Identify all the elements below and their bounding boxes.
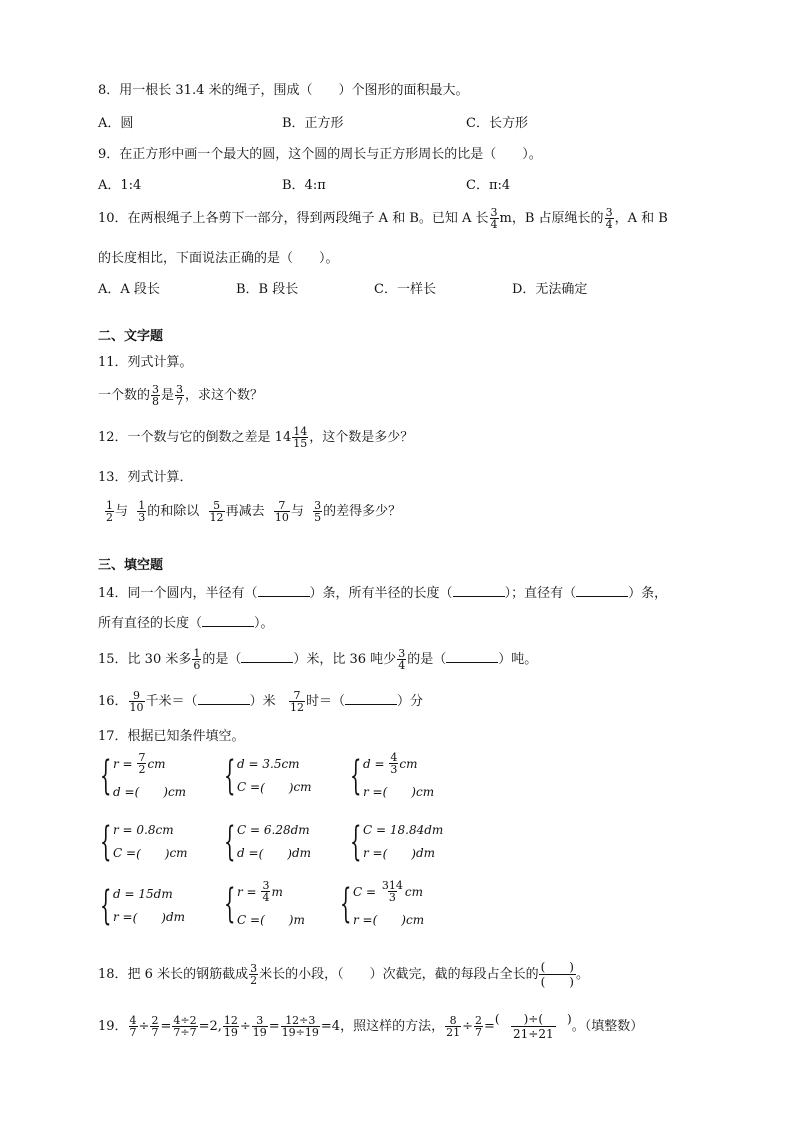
q8-option-b[interactable]: B．正方形 <box>282 116 344 131</box>
q11-stem: 一个数的 $\frac{3}{8}$ 是 $\frac{3}{7}$ ，求这个数？ <box>98 383 264 408</box>
q13-stem: $\frac{1}{2}$ 与 $\frac{1}{3}$ 的和除以 $\frac{5}{12}$ 再减去 $\frac{7}{10}$ 与 $\frac{3}{5}$ 的差得多少？ <box>106 499 402 524</box>
q10-option-b[interactable]: B．B 段长 <box>236 282 299 297</box>
q12-stem: 12．一个数与它的倒数之差是 14 $\frac{14}{15}$ ，这个数是多少？ <box>98 425 414 450</box>
q17-system-7: { d = 15dm r = ( ) dm <box>100 883 186 929</box>
q16-blank-2[interactable] <box>345 692 397 705</box>
q14-blank-2[interactable] <box>453 584 505 597</box>
q10-stem-line1: 10．在两根绳子上各剪下一部分，得到两段绳子 A 和 B。已知 A 长 $\frac{3}{4}$ m，B 占原绳长的 $\frac{3}{4}$ ，A 和 B <box>98 206 668 231</box>
q9-option-c[interactable]: C．π:4 <box>466 178 511 193</box>
q8-option-a[interactable]: A．圆 <box>98 116 134 131</box>
q10-option-c[interactable]: C．一样长 <box>374 282 436 297</box>
q15-blank-1[interactable] <box>241 650 293 663</box>
q14-blank-3[interactable] <box>576 584 628 597</box>
q14-line1: 14．同一个圆内，半径有（ ）条，所有半径的长度（ ）；直径有（ ）条， <box>98 586 668 601</box>
q10-stem-line2: 的长度相比，下面说法正确的是（ ）。 <box>98 251 339 266</box>
q10-option-d[interactable]: D．无法确定 <box>512 282 588 297</box>
q17-system-5: { C = 6.28dm d = ( ) dm <box>224 819 311 865</box>
q17-blank-3[interactable]: ( ) <box>382 785 416 799</box>
q10-option-a[interactable]: A．A 段长 <box>98 282 160 297</box>
q17-system-9: { C = $\frac{314}{3}$ cm r = ( ) cm <box>340 879 425 927</box>
q14-blank-4[interactable] <box>202 614 254 627</box>
q15-blank-2[interactable] <box>446 650 498 663</box>
q14-blank-1[interactable] <box>258 584 310 597</box>
q17-system-2: { d = 3.5cm C = ( ) cm <box>224 753 312 799</box>
q17-system-1: { r = $\frac{7}{2}$ cm d = ( ) cm <box>100 751 187 799</box>
q9-option-b[interactable]: B．4:π <box>282 178 326 193</box>
q8-option-c[interactable]: C．长方形 <box>466 116 528 131</box>
q17-blank-1[interactable]: ( ) <box>134 785 168 799</box>
q17-system-8: { r = $\frac{3}{4}$ m C = ( ) m <box>224 879 305 927</box>
section-3-heading: 三、填空题 <box>98 558 164 573</box>
q8-stem: 8．用一根长 31.4 米的绳子，围成（ ）个图形的面积最大。 <box>98 83 469 98</box>
q17-blank-9[interactable]: ( ) <box>372 913 406 927</box>
q19-fraction-answer[interactable]: ( )÷( ) 21÷21 <box>494 1012 572 1041</box>
q18-fraction-answer[interactable]: ( ) ( ) <box>540 960 574 989</box>
q14-line2: 所有直径的长度（ ）。 <box>98 616 274 631</box>
q9-option-a[interactable]: A．1:4 <box>98 178 142 193</box>
q17-blank-7[interactable]: ( ) <box>132 910 166 925</box>
q17-title: 17．根据已知条件填空。 <box>98 729 245 744</box>
q17-system-6: { C = 18.84dm r = ( ) dm <box>350 819 444 865</box>
q17-system-3: { d = $\frac{4}{3}$ cm r = ( ) cm <box>350 751 435 799</box>
q17-blank-2[interactable]: ( ) <box>260 780 294 795</box>
q17-blank-4[interactable]: ( ) <box>136 846 170 861</box>
q18-stem: 18．把 6 米长的钢筋截成 $\frac{3}{2}$ 米长的小段，（ ）次截完，截的每段占全长的 ( ) ( ) 。 <box>98 960 589 989</box>
q13-title: 13．列式计算． <box>98 470 193 485</box>
q17-blank-6[interactable]: ( ) <box>382 846 416 861</box>
q15-stem: 15．比 30 米多 $\frac{1}{6}$ 的是（ ）米，比 36 吨少 $\frac{3}{4}$ 的是（ ）吨。 <box>98 647 538 672</box>
q9-stem: 9．在正方形中画一个最大的圆，这个圆的周长与正方形周长的比是（ ）。 <box>98 147 542 162</box>
q11-title: 11．列式计算。 <box>98 355 193 370</box>
q19-stem: 19． $\frac{4}{7}$ ÷ $\frac{2}{7}$ = $\frac{4\div 2}{7\div 7}$ =2, $\frac{12}{19}$ ÷ $\frac{3}{19}$ = $\frac{12\div 3}{19\div 19}$ =4，照这样的方法， $\frac{8}{21}$ ÷ $\frac{2}{7}$ = ( )÷( ) 21÷21 。（填整数） <box>98 1012 644 1041</box>
section-2-heading: 二、文字题 <box>98 329 164 344</box>
q17-system-4: { r = 0.8cm C = ( ) cm <box>100 819 188 865</box>
q17-blank-5[interactable]: ( ) <box>258 846 292 861</box>
q16-stem: 16． $\frac{9}{10}$ 千米＝（ ）米 $\frac{7}{12}$ 时＝（ ）分 <box>98 689 424 714</box>
q16-blank-1[interactable] <box>198 692 250 705</box>
q17-blank-8[interactable]: ( ) <box>260 913 294 927</box>
